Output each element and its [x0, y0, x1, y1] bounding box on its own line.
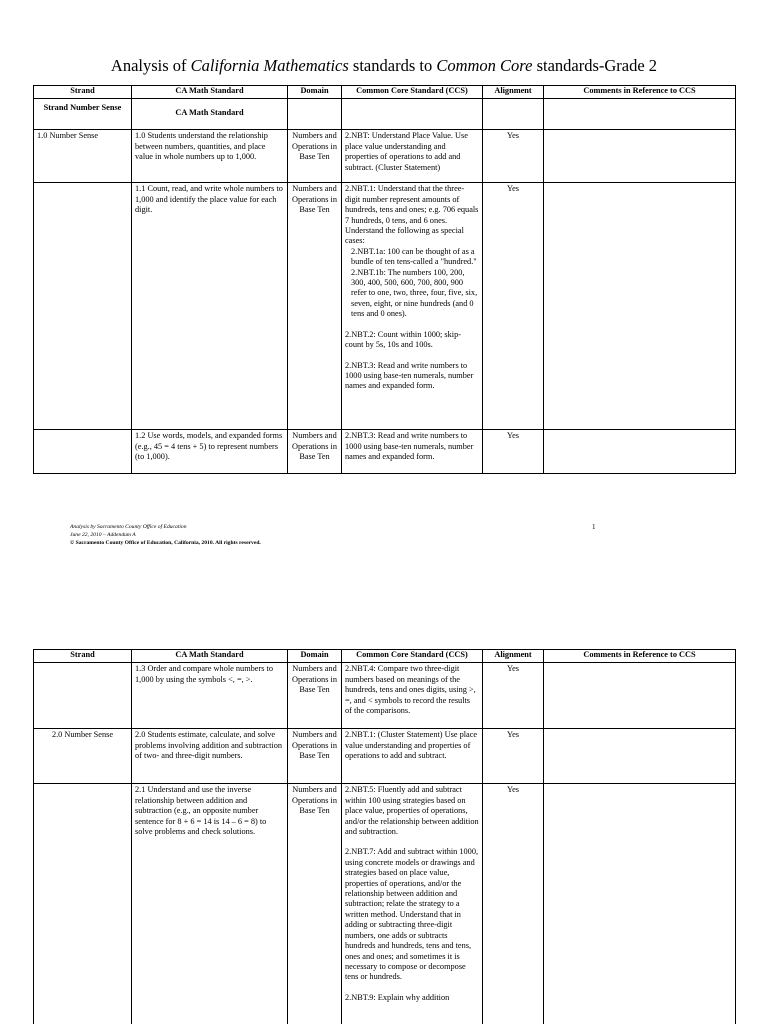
comments-cell [544, 183, 736, 430]
ccs-cell: 2.NBT.1: Understand that the three-digit number represent amounts of hundreds, tens and ones; e.g. 706 equals 7 hundreds, 0 tens, and 6 ones. Understand the following as special cases: 2.NBT.1a: 100 can be thought of as a bundle of ten tens-called a "hundred." 2.NBT.1b: The numbers 100, 200, 300, 400, 500, 600, 700, 800, 900 refer to one, two, three, four, five, six, seven, eight, or nine hundreds (and 0 tens and 0 ones). 2.NBT.2: Count within 1000; skip-count by 5s, 10s and 100s. 2.NBT.3: Read and write numbers to 1000 using base-ten numerals, number names and expanded form. [342, 183, 483, 430]
header-ccs: Common Core Standard (CCS) [342, 86, 483, 99]
ca-standard-cell: 1.0 Students understand the relationship between numbers, quantities, and place value in whole numbers up to 1,000. [132, 130, 288, 183]
domain-cell: Numbers and Operations in Base Ten [288, 183, 342, 430]
ca-standard-cell: 2.1 Understand and use the inverse relationship between addition and subtraction (e.g., an opposite number sentence for 8 + 6 = 14 is 14 – 6 = 8) to solve problems and check solutions. [132, 784, 288, 1024]
strand-cell: 1.0 Number Sense [34, 130, 132, 183]
standards-table-page2 [33, 649, 736, 1024]
document-title: Analysis of California Mathematics standards to Common Core standards-Grade 2 [110, 56, 658, 75]
ca-standard-cell: 2.0 Students estimate, calculate, and solve problems involving addition and subtraction of two- and three-digit numbers. [132, 729, 288, 784]
table-row [34, 663, 736, 729]
domain-cell: Numbers and Operations in Base Ten [288, 729, 342, 784]
table-row [34, 183, 736, 430]
page-footer [70, 523, 710, 547]
ccs-cell: 2.NBT.4: Compare two three-digit numbers based on meanings of the hundreds, tens and ones digits, using >, =, and < symbols to record the results of the comparisons. [342, 663, 483, 729]
ca-standard-cell: 1.3 Order and compare whole numbers to 1,000 by using the symbols <, =, >. [132, 663, 288, 729]
alignment-cell: Yes [483, 729, 544, 784]
table-header-row [34, 86, 736, 99]
header-ca-standard: CA Math Standard [132, 650, 288, 663]
header-alignment: Alignment [483, 86, 544, 99]
header-comments: Comments in Reference to CCS [544, 650, 736, 663]
footer-copyright: © Sacramento County Office of Education, California, 2010. All rights reserved. [70, 540, 261, 546]
alignment-cell: Yes [483, 430, 544, 474]
footer-date: June 22, 2010 – Addendum A [70, 532, 136, 538]
strand-cell: 2.0 Number Sense [34, 729, 132, 784]
ca-standard-cell: 1.1 Count, read, and write whole numbers to 1,000 and identify the place value for each digit. [132, 183, 288, 430]
header-ca-standard: CA Math Standard [132, 86, 288, 99]
header-ccs: Common Core Standard (CCS) [342, 650, 483, 663]
table-subheader-row [34, 99, 736, 130]
header-strand: Strand [34, 650, 132, 663]
header-strand: Strand [34, 86, 132, 99]
header-comments: Comments in Reference to CCS [544, 86, 736, 99]
comments-cell [544, 784, 736, 1024]
ccs-cell: 2.NBT.5: Fluently add and subtract within 100 using strategies based on place value, properties of operations, and/or the relationship between addition and subtraction. 2.NBT.7: Add and subtract within 1000, using concrete models or drawings and strategies based on place value, properties of operations, and/or the relationship between addition and subtraction; relate the strategy to a written method. Understand that in adding or subtracting three-digit numbers, one adds or subtracts hundreds and hundreds, tens and tens, ones and ones; and sometimes it is necessary to compose or decompose tens or hundreds. 2.NBT.9: Explain why addition [342, 784, 483, 1024]
table-row [34, 130, 736, 183]
alignment-cell: Yes [483, 663, 544, 729]
subheader-ca-standard: CA Math Standard [132, 99, 288, 130]
standards-table-page1 [33, 85, 736, 474]
ccs-cell: 2.NBT: Understand Place Value. Use place value understanding and properties of operations to add and subtract. (Cluster Statement) [342, 130, 483, 183]
footer-author: Analysis by Sacramento County Office of Education [70, 524, 187, 530]
header-domain: Domain [288, 650, 342, 663]
alignment-cell: Yes [483, 784, 544, 1024]
table-row [34, 430, 736, 474]
table-header-row [34, 650, 736, 663]
domain-cell: Numbers and Operations in Base Ten [288, 130, 342, 183]
header-alignment: Alignment [483, 650, 544, 663]
alignment-cell: Yes [483, 183, 544, 430]
table-row [34, 729, 736, 784]
comments-cell [544, 130, 736, 183]
domain-cell: Numbers and Operations in Base Ten [288, 784, 342, 1024]
page-number: 1 [592, 523, 596, 531]
ccs-cell: 2.NBT.3: Read and write numbers to 1000 using base-ten numerals, number names and expanded form. [342, 430, 483, 474]
comments-cell [544, 663, 736, 729]
strand-cell [34, 663, 132, 729]
header-domain: Domain [288, 86, 342, 99]
domain-cell: Numbers and Operations in Base Ten [288, 663, 342, 729]
alignment-cell: Yes [483, 130, 544, 183]
ca-standard-cell: 1.2 Use words, models, and expanded forms (e.g., 45 = 4 tens + 5) to represent numbers (to 1,000). [132, 430, 288, 474]
strand-cell [34, 784, 132, 1024]
strand-cell [34, 183, 132, 430]
domain-cell: Numbers and Operations in Base Ten [288, 430, 342, 474]
subheader-strand: Strand Number Sense [34, 99, 132, 130]
ccs-cell: 2.NBT.1: (Cluster Statement) Use place value understanding and properties of operations to add and subtract. [342, 729, 483, 784]
comments-cell [544, 729, 736, 784]
strand-cell [34, 430, 132, 474]
table-row [34, 784, 736, 1024]
comments-cell [544, 430, 736, 474]
